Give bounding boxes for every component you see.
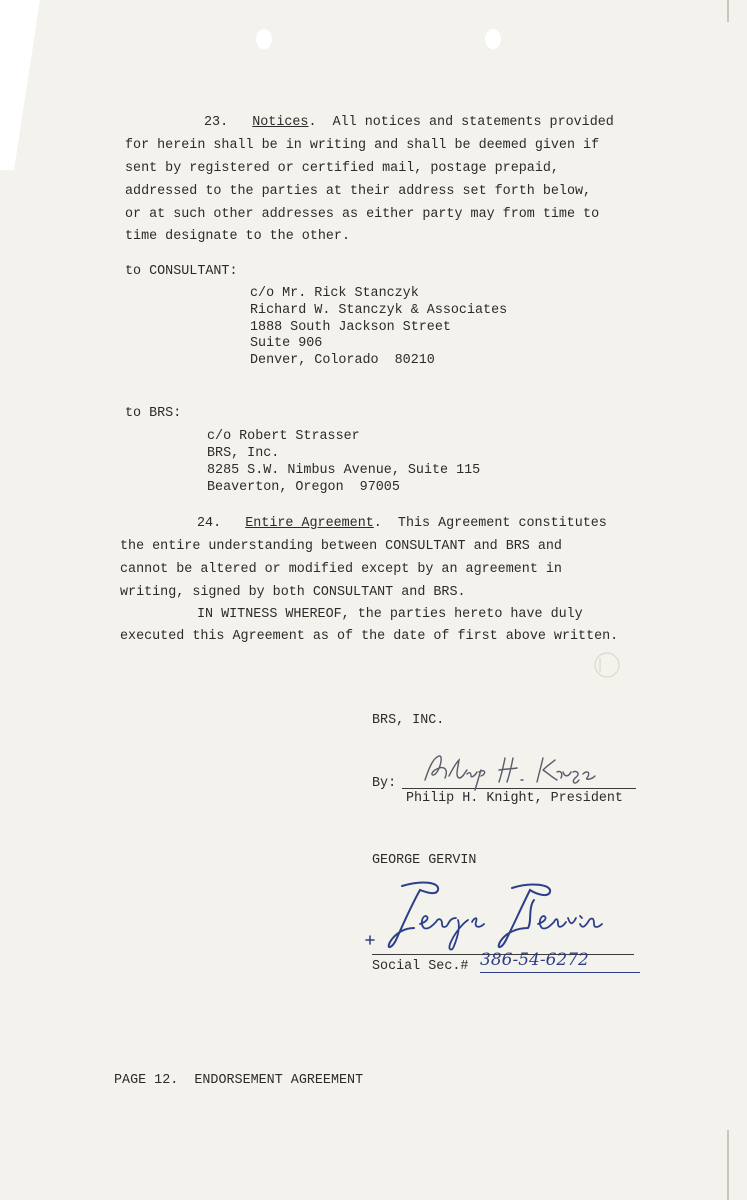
brs-address-line: BRS, Inc.	[207, 446, 280, 461]
section-24-line: writing, signed by both CONSULTANT and BRS.	[120, 585, 466, 600]
section-24-line: cannot be altered or modified except by an agreement in	[120, 562, 562, 577]
section-23-line: for herein shall be in writing and shall be deemed given if	[125, 138, 600, 153]
consultant-address-line: Denver, Colorado 80210	[250, 353, 435, 368]
section-23-line: sent by registered or certified mail, postage prepaid,	[125, 161, 559, 176]
section-23-line: or at such other addresses as either party may from time to	[125, 207, 600, 222]
consultant-address-line: c/o Mr. Rick Stanczyk	[250, 286, 419, 301]
section-24-line: the entire understanding between CONSULTANT and BRS and	[120, 539, 562, 554]
consultant-address-line: Richard W. Stanczyk & Associates	[250, 303, 508, 318]
edge-mark	[727, 1130, 729, 1200]
witness-line: IN WITNESS WHEREOF, the parties hereto have duly	[197, 607, 583, 622]
signer-name: GEORGE GERVIN	[372, 853, 477, 868]
consultant-label: to CONSULTANT:	[125, 264, 238, 279]
by-label: By:	[372, 776, 397, 791]
punch-hole	[256, 29, 272, 49]
brs-address-line: 8285 S.W. Nimbus Avenue, Suite 115	[207, 463, 481, 478]
witness-line: executed this Agreement as of the date of first above written.	[120, 629, 619, 644]
edge-mark	[727, 0, 729, 22]
consultant-address-line: Suite 906	[250, 336, 323, 351]
brs-address-line: Beaverton, Oregon 97005	[207, 480, 400, 495]
page-footer: PAGE 12. ENDORSEMENT AGREEMENT	[114, 1073, 364, 1088]
section-23-line: addressed to the parties at their address set forth below,	[125, 184, 592, 199]
brs-label: to BRS:	[125, 406, 182, 421]
section-23-line: time designate to the other.	[125, 229, 350, 244]
signer-title: Philip H. Knight, President	[406, 791, 623, 806]
ssn-label: Social Sec.#	[372, 959, 469, 974]
faint-stamp-mark	[592, 650, 622, 680]
knight-signature-icon	[415, 750, 605, 792]
consultant-address-line: 1888 South Jackson Street	[250, 320, 451, 335]
torn-corner	[0, 0, 40, 170]
ssn-underline	[480, 972, 640, 973]
ssn-value: 386-54-6272	[480, 950, 589, 970]
brs-address-line: c/o Robert Strasser	[207, 429, 360, 444]
company-name: BRS, INC.	[372, 713, 445, 728]
section-23-heading: 23. Notices. All notices and statements provided	[204, 115, 614, 130]
punch-hole	[485, 29, 501, 49]
section-24-heading: 24. Entire Agreement. This Agreement constitutes	[197, 516, 607, 531]
